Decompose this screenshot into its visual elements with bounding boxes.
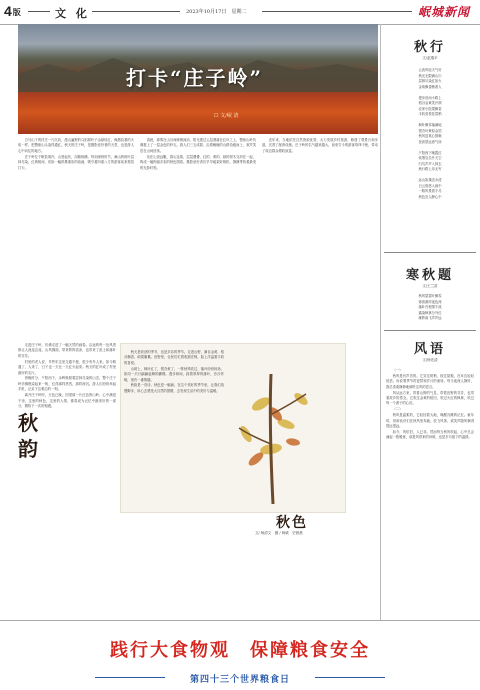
- essay-paragraph: （一）: [392, 368, 403, 372]
- essay-divider: [384, 330, 476, 331]
- poem-line: 稻谷金黄笑开颜: [418, 101, 442, 105]
- photo-inset-text: [124, 350, 224, 508]
- poem-line: 枫叶飘零落满地: [418, 123, 442, 127]
- issue-date: 2023年10月17日 星期二: [186, 9, 247, 15]
- poem-line: 寒意渐浓夜色深: [418, 299, 442, 304]
- photo-paragraph: 山坡上，枫叶红了，银杏黄了，一阵秋风吹过，落叶纷纷扬扬，如同一只只翩翩起舞的蝴蝶。漫步林间，踩着厚厚的落叶，沙沙作响，别有一番情趣。: [124, 366, 224, 382]
- poem-author: 文/赵瑞平: [422, 56, 438, 60]
- poem-line: 秋行路上乐无穷: [418, 167, 442, 171]
- poem-title: 秋行: [413, 40, 446, 55]
- page-header: [0, 0, 480, 24]
- body-paragraph: 离开庄子岭时，天色已晚，回望那一片红色的山岭，心中满是不舍。这里的秋色，这里的人情，都将成为记忆中最美好的一部分，期待下一次的相遇。: [18, 393, 116, 408]
- poem-title: 寒秋题: [405, 268, 454, 283]
- poem-line: 落叶归根情不改: [418, 305, 442, 309]
- essay-author: 文/杨先清: [422, 358, 438, 362]
- poem-divider: [384, 252, 476, 253]
- feature-column-3: [262, 138, 378, 338]
- photo-paragraph: 秋韵是一首诗，秋色是一幅画。在这个美好的季节里，让我们放慢脚步，用心去感受大自然的馈赠，去发现生活中的美好与温暖。: [124, 383, 224, 393]
- poem-line: 秋色宜人醉心中: [418, 194, 442, 199]
- poem-line: 漫步田间小路上: [418, 95, 442, 100]
- feature-paragraph: 近年来，当地依托自然资源优势，大力发展乡村旅游，修建了观景台和步道，完善了配套设施。庄子岭的名气越来越大，前来打卡的游客络绎不绝，带动了周边群众增收致富。: [262, 138, 378, 153]
- food-day-slogan: [0, 622, 480, 690]
- essay-paragraph: 如今，风依旧，人已非。然而每当秋风吹起，心中总会涌起一股暖意，那是风带来的问候，也是岁月留下的温情。: [386, 429, 474, 440]
- poem-body: [390, 294, 470, 322]
- lower-left-text: [18, 343, 116, 613]
- feature-author: ☐ 文/岷 清: [214, 113, 239, 119]
- poem-line: 炊烟袅袅升天空: [418, 156, 442, 160]
- poem-line: 雁阵南飞声声远: [418, 316, 442, 320]
- poem-line: 登高望远意气扬: [418, 139, 442, 144]
- feature-banner-photo: [18, 24, 378, 134]
- poem-line: 秋光无限满山川: [418, 73, 442, 78]
- essay-paragraph: 风从远方来，带着山野的气息，带着田野的芬芳，也带着故乡的思念。它吹过金黄的稻田，吹过火红的枫林，吹过每一个游子的心田。: [386, 390, 474, 406]
- slogan-main: 践行大食物观 保障粮食安全: [110, 640, 370, 661]
- poem-line: 白云悠悠入画中: [418, 183, 442, 188]
- section-name: 文 化: [55, 7, 90, 20]
- feature-paragraph: 白马山下的村庄一片沉寂，漫山遍野的乌桕树叶子由绿转红，像燃烧着的火焰一样，把整座山头染得通红。秋天的庄子岭，是摄影爱好者的天堂，也是游人心中向往的地方。: [18, 138, 134, 153]
- essay-title: 风语: [413, 342, 446, 357]
- poem-line: 霜染枫林分外红: [418, 310, 442, 315]
- header-rule: [28, 11, 50, 12]
- slogan-divider: [0, 620, 480, 621]
- header-rule: [262, 11, 412, 12]
- feature-paragraph: 庄子岭位于岷县境内，山势起伏，沟壑纵横。每到深秋时节，满山的树叶层林尽染，红黄相间，宛如一幅浓墨重彩的油画，吸引着四面八方的游客前来观赏打卡。: [18, 154, 134, 170]
- poem-line: 云淡风轻天气好: [418, 68, 442, 72]
- poem-author: 文/王兰苗: [422, 284, 438, 288]
- poem-line: 夕阳西下晚霞红: [418, 150, 442, 155]
- feature-paragraph: 站在山顶远眺，群山连绵，层层叠叠，红的、黄的、绿的树木交织在一起，构成一幅绚丽多彩的秋色图卷。摄影爱好者们早早地架好相机，静静等待着最美的光影时刻。: [140, 154, 256, 170]
- poem-line: 丰收喜悦挂眉梢: [418, 112, 442, 116]
- body-paragraph: 傍晚时分，夕阳西下，余晖映照着层林尽染的山峦，整个庄子岭仿佛燃烧起来一般，红得那样热烈，那样深沉。游人们纷纷举起手机，记录下这难忘的一刻。: [18, 376, 116, 392]
- poem-line: 一路风景看不尽: [418, 189, 442, 193]
- poem-line: 金菊飘香醉游人: [418, 84, 442, 89]
- feature-column-1: [18, 138, 134, 338]
- essay-paragraph: 秋风是温柔的，它轻抚着大地，唤醒沉睡的记忆。童年时，常和伙伴们在秋风里奔跑，放飞风筝，欢笑声随风飘得很远很远。: [386, 413, 474, 429]
- page-number: 4版: [4, 3, 21, 19]
- slogan-rule: [315, 677, 385, 678]
- slogan-sub: 第四十三个世界粮食日: [189, 675, 290, 685]
- body-paragraph: 走进庄子岭，仿佛走进了一幅天然的画卷。沿途的每一处风景都让人流连忘返，山风拂面，带来阵阵清凉，也带来了泥土和落叶的芬芳。: [18, 343, 116, 358]
- feature-title: 打卡“庄子岭”: [126, 66, 264, 90]
- poem-line: 银杏叶黄似金箔: [418, 128, 442, 133]
- feature-column-2: [140, 138, 256, 338]
- poem-line: 远山如黛近水清: [418, 178, 442, 182]
- poem-line: 秋风瑟瑟叶飘零: [418, 294, 442, 298]
- body-paragraph: 村里的老人说，早些年这里交通不便，很少有外人来。如今路通了，人来了，日子也一天比一天红火起来。秋天的红叶成了村里最好的名片。: [18, 359, 116, 375]
- poem-line: 层林尽染红如火: [418, 79, 442, 83]
- autumn-color-title: 秋色: [276, 515, 308, 531]
- poem-line: 归鸟声声入林去: [418, 161, 442, 166]
- poem-line: 农家小院果飘香: [418, 106, 442, 111]
- masthead-logo: 岷城新闻: [418, 5, 471, 19]
- essay-body: [386, 368, 474, 618]
- photo-paragraph: 秋天是收获的季节，也是多彩的季节。走进山野，满目金黄，稻谷飘香，硕果累累。田野里，农民们忙着收割庄稼，脸上洋溢着丰收的喜悦。: [124, 350, 224, 365]
- poem-line: 秋风送爽心情畅: [418, 134, 442, 138]
- header-rule: [92, 11, 180, 12]
- photo-credit: 文/ 杨清文 摄 / 杨威 史晨晨: [255, 531, 303, 535]
- poetry-column: [384, 24, 476, 620]
- autumn-charm-title: 秋韵: [18, 411, 38, 461]
- feature-paragraph: 清晨，薄雾在山谷间缓缓流动，阳光透过云层洒落在红叶之上，整座山岭仿佛披上了一层金色的纱衣。游人们三五成群，沿着蜿蜒的山路拾级而上，欢声笑语在山间回荡。: [140, 138, 256, 153]
- column-divider: [380, 24, 381, 620]
- poem-body: [390, 68, 470, 200]
- essay-paragraph: （二）: [392, 407, 403, 412]
- essay-paragraph: 秋风是有声音的。它穿过树梢，掠过屋檐，在耳边轻轻低语，诉说着季节的更替和岁月的流转。每当夜深人静时，我总喜欢静静地倾听这风的语言。: [386, 373, 474, 389]
